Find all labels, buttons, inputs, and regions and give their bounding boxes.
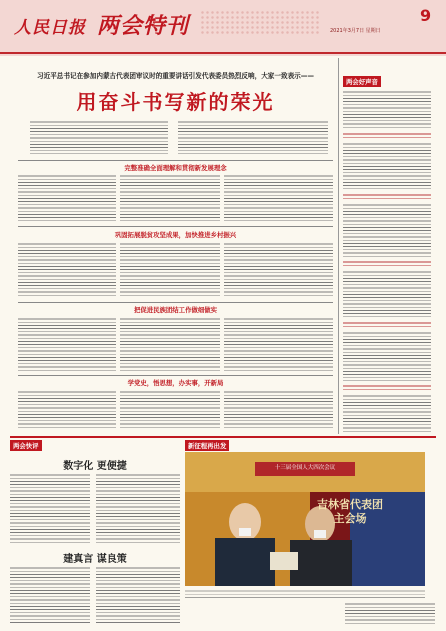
lead-headline: 用奋斗书写新的荣光: [76, 90, 275, 114]
bottom-right-text: [345, 602, 435, 624]
section-3-col-2: [120, 317, 220, 371]
sidebar-text-1: [343, 90, 431, 130]
section-4-rule: [18, 375, 333, 376]
sidebar-text-5: [343, 331, 431, 381]
commentary-2-col-2: [96, 566, 180, 624]
lower-separator: [10, 436, 436, 438]
page-number: 9: [420, 6, 432, 25]
commentary-2-col-1: [10, 566, 90, 624]
sidebar-text-6: [343, 394, 431, 432]
photo-board-text: 吉林省代表团 主会场: [317, 498, 383, 525]
sidebar-quote-1: [343, 132, 431, 138]
intro-text-col-2: [178, 120, 328, 154]
section-1-rule: [18, 160, 333, 161]
news-photo: [185, 452, 425, 586]
masthead-rule: [0, 52, 446, 54]
sidebar-text-4: [343, 270, 431, 318]
sidebar-divider: [338, 58, 339, 434]
section-4-col-3: [224, 390, 333, 430]
photo-banner-text: 十三届全国人大四次会议: [274, 465, 336, 471]
commentary-column-title: 两会快评: [10, 440, 42, 451]
section-1-col-2: [120, 174, 220, 222]
section-4-title: 学党史，悟思想，办实事，开新局: [127, 379, 224, 387]
photo-caption: [185, 589, 425, 599]
photo-illustration: [185, 452, 425, 586]
intro-text-col-1: [30, 120, 168, 154]
section-4-col-2: [120, 390, 220, 430]
section-3-col-3: [224, 317, 333, 371]
section-2-title: 巩固拓展脱贫攻坚成果，加快推进乡村振兴: [114, 231, 237, 239]
section-3-col-1: [18, 317, 116, 371]
lead-kicker: 习近平总书记在参加内蒙古代表团审议时的重要讲话引发代表委员热烈反响，大家一致表示——: [37, 72, 314, 80]
photo-section-title: 新征程再出发: [185, 440, 229, 451]
section-2-col-3: [224, 242, 333, 298]
commentary-article-2-title: 建真言 谋良策: [63, 554, 127, 565]
masthead: [0, 0, 446, 56]
section-2-col-1: [18, 242, 116, 298]
sidebar-quote-2: [343, 193, 431, 199]
section-1-col-1: [18, 174, 116, 222]
sidebar-text-3: [343, 203, 431, 257]
masthead-dot-pattern: [200, 10, 320, 34]
date-line: 2021年3月7日 星期日: [330, 28, 381, 34]
commentary-1-col-1: [10, 473, 90, 543]
commentary-1-col-2: [96, 473, 180, 543]
commentary-article-1-title: 数字化 更便捷: [63, 461, 127, 472]
sidebar-title: 两会好声音: [343, 76, 381, 87]
sidebar-quote-5: [343, 384, 431, 390]
section-4-col-1: [18, 390, 116, 430]
sidebar-quote-4: [343, 321, 431, 327]
section-1-title: 完整准确全面理解和贯彻新发展理念: [124, 164, 227, 172]
section-1-col-3: [224, 174, 333, 222]
sidebar-quote-3: [343, 260, 431, 266]
section-2-col-2: [120, 242, 220, 298]
section-3-rule: [18, 302, 333, 303]
special-title: 两会特刊: [96, 13, 189, 39]
section-3-title: 把促进民族团结工作做细做实: [133, 306, 218, 314]
section-2-rule: [18, 226, 333, 227]
sidebar-text-2: [343, 142, 431, 190]
paper-logo-and-special-title: [14, 9, 189, 40]
paper-logo: 人民日报: [14, 18, 86, 38]
